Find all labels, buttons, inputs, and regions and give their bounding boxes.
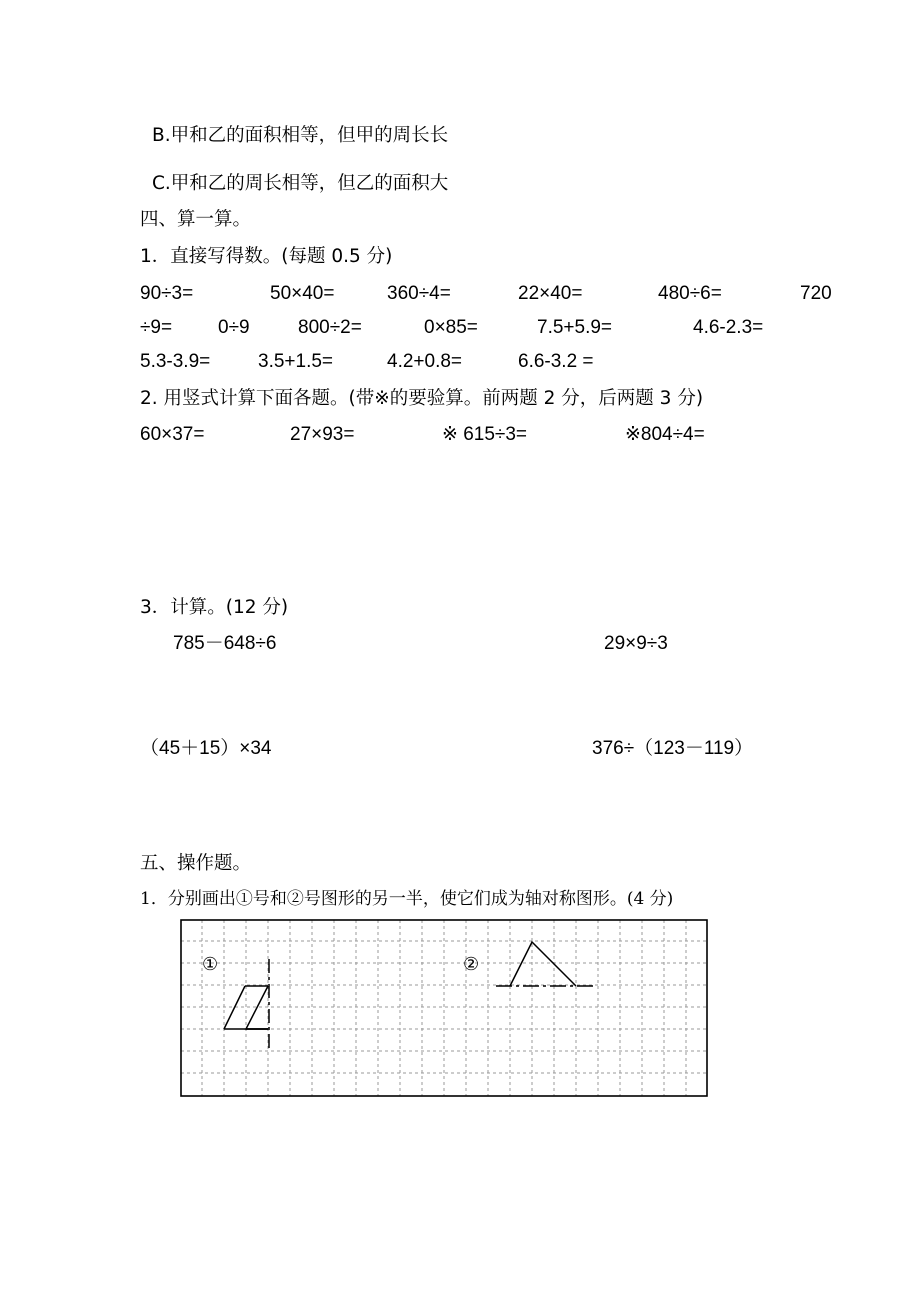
- q2-title: 2. 用竖式计算下面各题。(带※的要验算。前两题 2 分，后两题 3 分): [140, 388, 704, 409]
- q1-title: 1．直接写得数。(每题 0.5 分): [140, 246, 393, 267]
- q3-item-1: 29×9÷3: [604, 633, 668, 654]
- q1-row2-item-5: 4.6-2.3=: [693, 317, 764, 338]
- q2-item-3: ※804÷4=: [625, 424, 705, 445]
- q1-row2-item-1: 0÷9: [218, 317, 250, 338]
- section5-q1-title: 1．分别画出①号和②号图形的另一半，使它们成为轴对称图形。(4 分): [140, 889, 674, 909]
- q1-row1-item-0: 90÷3=: [140, 283, 194, 304]
- grid-lines: [181, 920, 707, 1096]
- q3-item-3: 376÷（123－119）: [592, 738, 754, 759]
- q1-row1-item-1: 50×40=: [270, 283, 335, 304]
- q3-item-0: 785－648÷6: [173, 633, 277, 654]
- option-c: C.甲和乙的周长相等，但乙的面积大: [152, 173, 449, 194]
- q1-row3-item-3: 6.6-3.2 =: [518, 351, 594, 372]
- option-b: B.甲和乙的面积相等，但甲的周长长: [152, 125, 449, 146]
- figure-1-label: ①: [202, 954, 219, 975]
- figure-2-triangle-half: [510, 942, 576, 986]
- figure-2-label: ②: [463, 954, 480, 975]
- q3-item-2: （45＋15）×34: [140, 738, 272, 759]
- q3-title: 3．计算。(12 分): [140, 597, 289, 618]
- q1-row2-item-2: 800÷2=: [298, 317, 362, 338]
- q1-row1-item-3: 22×40=: [518, 283, 583, 304]
- q1-row2-item-4: 7.5+5.9=: [537, 317, 613, 338]
- q2-item-1: 27×93=: [290, 424, 355, 445]
- q2-item-2: ※ 615÷3=: [442, 424, 527, 445]
- q1-row3-item-2: 4.2+0.8=: [387, 351, 463, 372]
- q2-item-0: 60×37=: [140, 424, 205, 445]
- q1-row1-item-2: 360÷4=: [387, 283, 451, 304]
- section-5-title: 五、操作题。: [140, 853, 252, 874]
- q1-row2-item-0: ÷9=: [140, 317, 173, 338]
- section-4-title: 四、算一算。: [140, 209, 252, 230]
- q1-row2-item-3: 0×85=: [424, 317, 478, 338]
- drawing-grid[interactable]: [180, 919, 708, 1097]
- q1-row3-item-1: 3.5+1.5=: [258, 351, 334, 372]
- q1-row1-item-4: 480÷6=: [658, 283, 722, 304]
- q1-row3-item-0: 5.3-3.9=: [140, 351, 211, 372]
- grid-svg: [180, 919, 708, 1097]
- q1-row1-item-5: 720: [800, 283, 832, 304]
